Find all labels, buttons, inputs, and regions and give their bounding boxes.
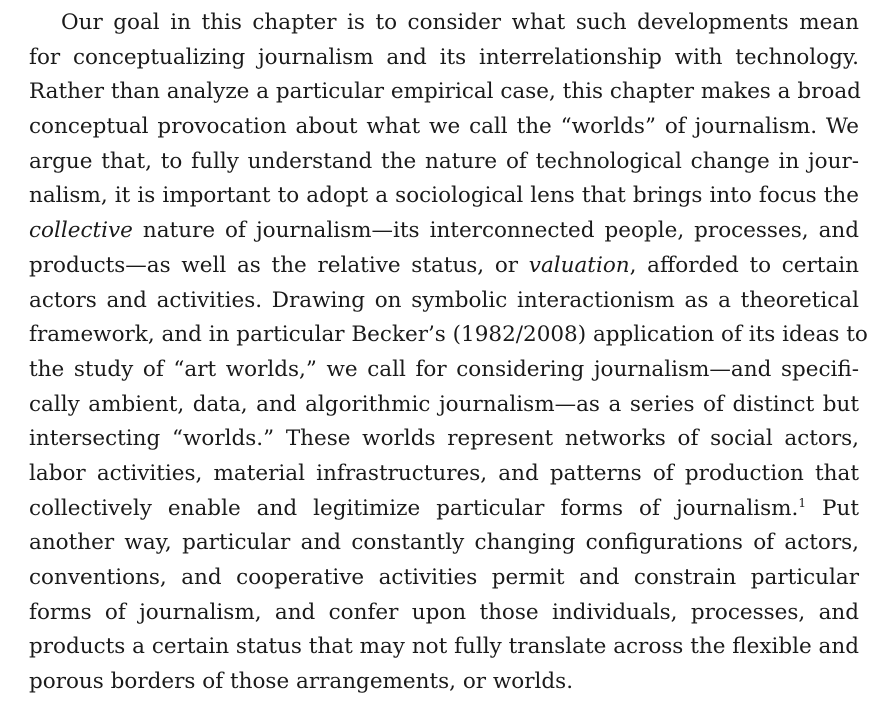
text-line bbox=[29, 353, 859, 388]
text-line bbox=[29, 41, 859, 76]
text-segment: cally ambient, data, and algorithmic journalism—as a series of distinct but bbox=[29, 391, 859, 417]
text-page bbox=[29, 6, 868, 700]
text-segment: nalism, it is important to adopt a sociological lens that brings into focus the bbox=[29, 183, 859, 209]
text-line bbox=[29, 249, 859, 284]
text-line bbox=[29, 457, 859, 492]
text-segment: conventions, and cooperative activities permit and constrain particular bbox=[29, 565, 859, 590]
text-line bbox=[29, 665, 859, 700]
text-line bbox=[29, 596, 859, 631]
text-line bbox=[29, 318, 868, 353]
text-segment: Rather than analyze a particular empirical case, this chapter makes a broad bbox=[29, 79, 861, 105]
text-line bbox=[29, 145, 859, 180]
text-line bbox=[29, 630, 859, 665]
text-line bbox=[29, 284, 859, 319]
text-line bbox=[29, 561, 859, 596]
text-segment: for conceptualizing journalism and its interrelationship with technology. bbox=[29, 44, 859, 70]
text-segment: products a certain status that may not fully translate across the flexible and bbox=[29, 634, 859, 660]
italic-emphasis: valuation bbox=[528, 252, 630, 278]
text-segment: , afforded to certain bbox=[629, 252, 859, 278]
text-segment: argue that, to fully understand the nature of technological change in jour- bbox=[29, 148, 859, 174]
text-segment: nature of journalism—its interconnected people, processes, and bbox=[132, 218, 859, 244]
text-line bbox=[29, 75, 859, 110]
text-segment: intersecting “worlds.” These worlds represent networks of social actors, bbox=[29, 426, 859, 452]
italic-emphasis: collective bbox=[29, 218, 133, 244]
text-segment: conceptual provocation about what we call the “worlds” of journalism. We bbox=[29, 114, 859, 140]
text-line bbox=[29, 110, 859, 145]
footnote-marker: 1 bbox=[798, 495, 807, 510]
text-line bbox=[29, 492, 859, 527]
text-segment: porous borders of those arrangements, or worlds. bbox=[29, 669, 574, 695]
text-segment: collectively enable and legitimize particular forms of journalism. bbox=[29, 495, 799, 521]
text-segment: framework, and in particular Becker’s (1982/2008) application of its ideas to bbox=[29, 322, 868, 348]
text-segment: products—as well as the relative status, or bbox=[29, 252, 529, 278]
text-line bbox=[29, 388, 859, 423]
text-line bbox=[29, 214, 859, 249]
body-paragraph bbox=[29, 6, 868, 700]
text-line bbox=[29, 179, 859, 214]
text-line bbox=[29, 526, 859, 561]
text-segment: actors and activities. Drawing on symbolic interactionism as a theoretical bbox=[29, 287, 859, 313]
text-line bbox=[29, 6, 859, 41]
text-line bbox=[29, 422, 859, 457]
text-segment: the study of “art worlds,” we call for considering journalism—and specifi- bbox=[29, 356, 859, 382]
text-segment: labor activities, material infrastructures, and patterns of production that bbox=[29, 460, 859, 486]
text-segment: forms of journalism, and confer upon those individuals, processes, and bbox=[29, 599, 859, 625]
text-segment: Our goal in this chapter is to consider what such developments mean bbox=[61, 10, 859, 35]
text-segment: another way, particular and constantly changing configurations of actors, bbox=[29, 530, 859, 556]
text-segment: Put bbox=[806, 495, 859, 521]
